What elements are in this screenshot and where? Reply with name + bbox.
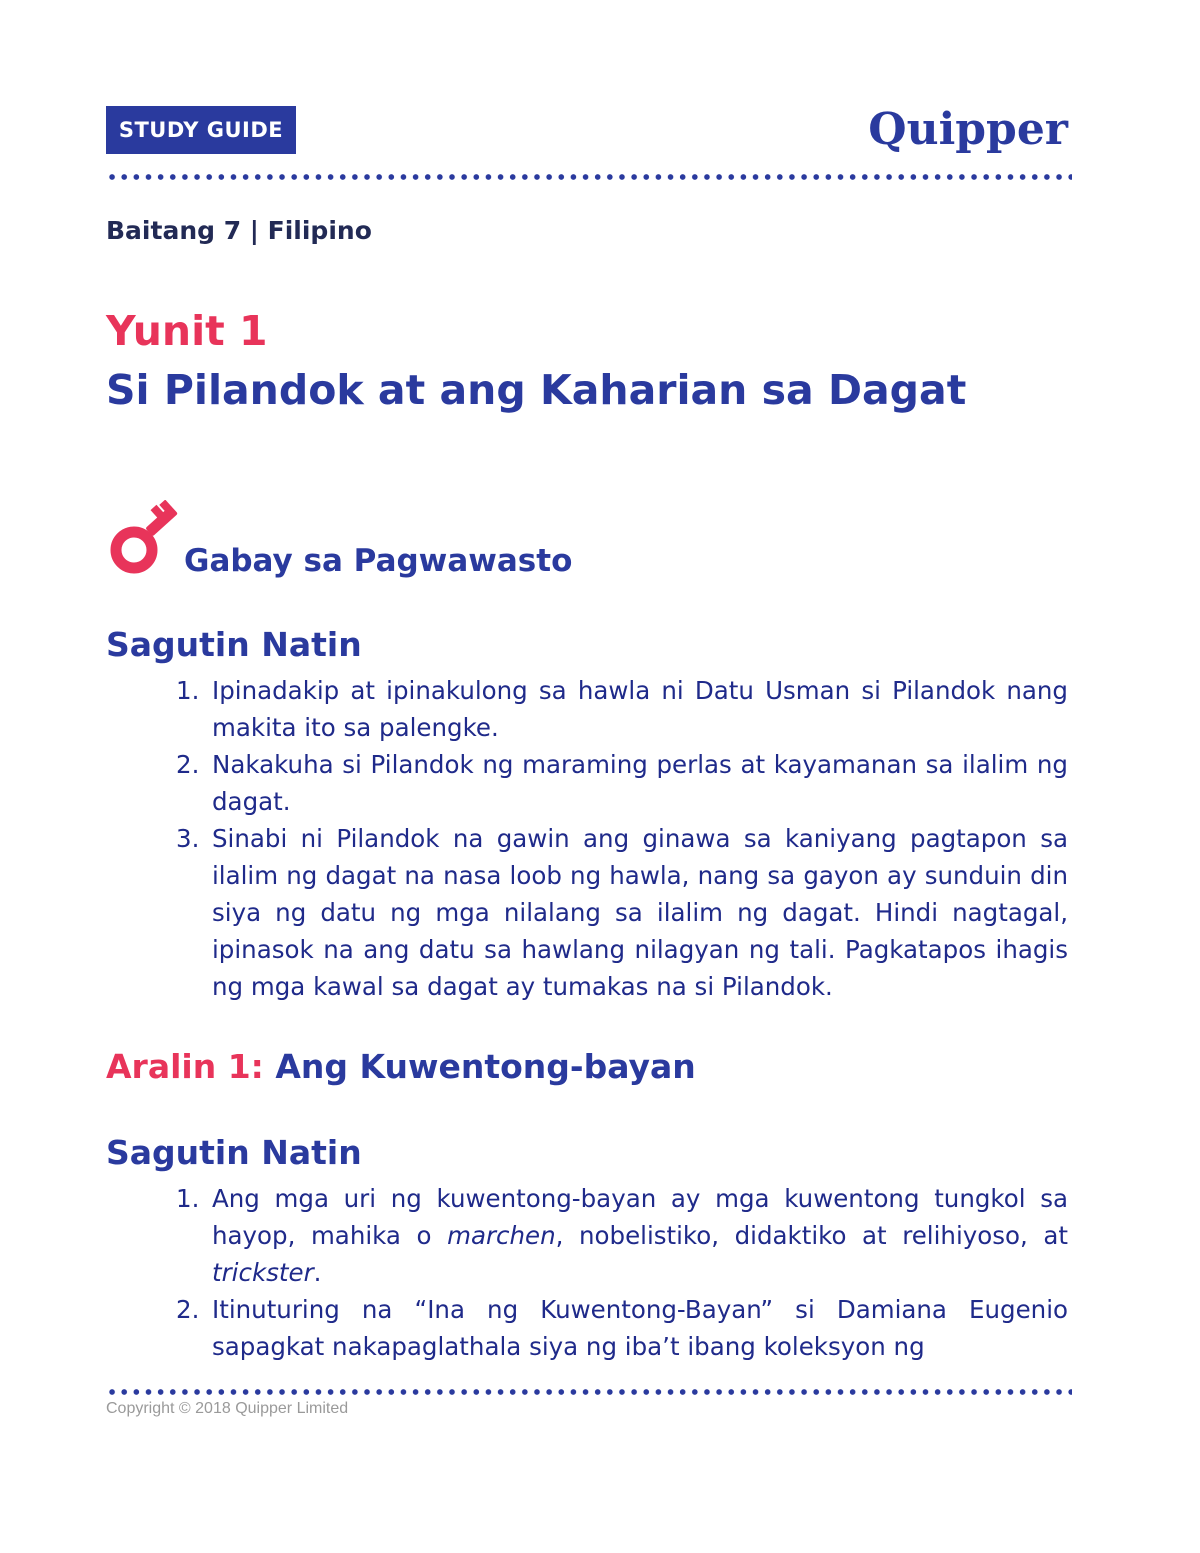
key-icon (104, 500, 186, 578)
answer-list (106, 1180, 1068, 1365)
lesson-heading (106, 1047, 696, 1086)
item-number: 2. (176, 1295, 200, 1324)
answer-list (106, 672, 1068, 1005)
item-text: Ang mga uri ng kuwentong-bayan ay mga kuwentong tungkol sa hayop, mahika o marchen, nobelistiko, didaktiko at relihiyoso, at trickster. (212, 1184, 1068, 1287)
unit-label: Yunit 1 (106, 307, 268, 355)
unit-title: Si Pilandok at ang Kaharian sa Dagat (106, 366, 967, 414)
quipper-logo: Quipper (868, 104, 1068, 155)
list-item (106, 672, 1068, 746)
item-number: 1. (176, 1184, 200, 1213)
item-text: Nakakuha si Pilandok ng maraming perlas at kayamanan sa ilalim ng dagat. (212, 750, 1068, 816)
item-number: 3. (176, 824, 200, 853)
italic-term: trickster (212, 1258, 314, 1287)
list-item (106, 820, 1068, 1005)
lesson-title: Ang Kuwentong-bayan (275, 1047, 696, 1086)
list-item (106, 746, 1068, 820)
grade-subject: Baitang 7 | Filipino (106, 216, 372, 245)
top-dotted-divider (106, 174, 1072, 180)
item-text: Sinabi ni Pilandok na gawin ang ginawa sa kaniyang pagtapon sa ilalim ng dagat na nasa loob ng hawla, nang sa gayon ay sunduin din siya ng datu ng mga nilalang sa ilalim ng dagat. Hindi nagtagal, ipinasok na ang datu sa hawlang nilagyan ng tali. Pagkatapos ihagis ng mga kawal sa dagat ay tumakas na si Pilandok. (212, 824, 1068, 1001)
item-number: 2. (176, 750, 200, 779)
item-text: Itinuturing na “Ina ng Kuwentong-Bayan” si Damiana Eugenio sapagkat nakapaglathala siya ng iba’t ibang koleksyon ng (212, 1295, 1068, 1361)
item-text: Ipinadakip at ipinakulong sa hawla ni Datu Usman si Pilandok nang makita ito sa palengke. (212, 676, 1068, 742)
lesson-number: Aralin 1: (106, 1047, 264, 1086)
copyright-notice: Copyright © 2018 Quipper Limited (106, 1400, 349, 1417)
item-number: 1. (176, 676, 200, 705)
section-heading: Sagutin Natin (106, 625, 362, 664)
list-item (106, 1291, 1068, 1365)
study-guide-badge: STUDY GUIDE (106, 106, 296, 154)
list-item (106, 1180, 1068, 1291)
section-heading: Sagutin Natin (106, 1133, 362, 1172)
guide-heading: Gabay sa Pagwawasto (184, 543, 573, 579)
italic-term: marchen (447, 1221, 556, 1250)
bottom-dotted-divider (106, 1389, 1072, 1395)
